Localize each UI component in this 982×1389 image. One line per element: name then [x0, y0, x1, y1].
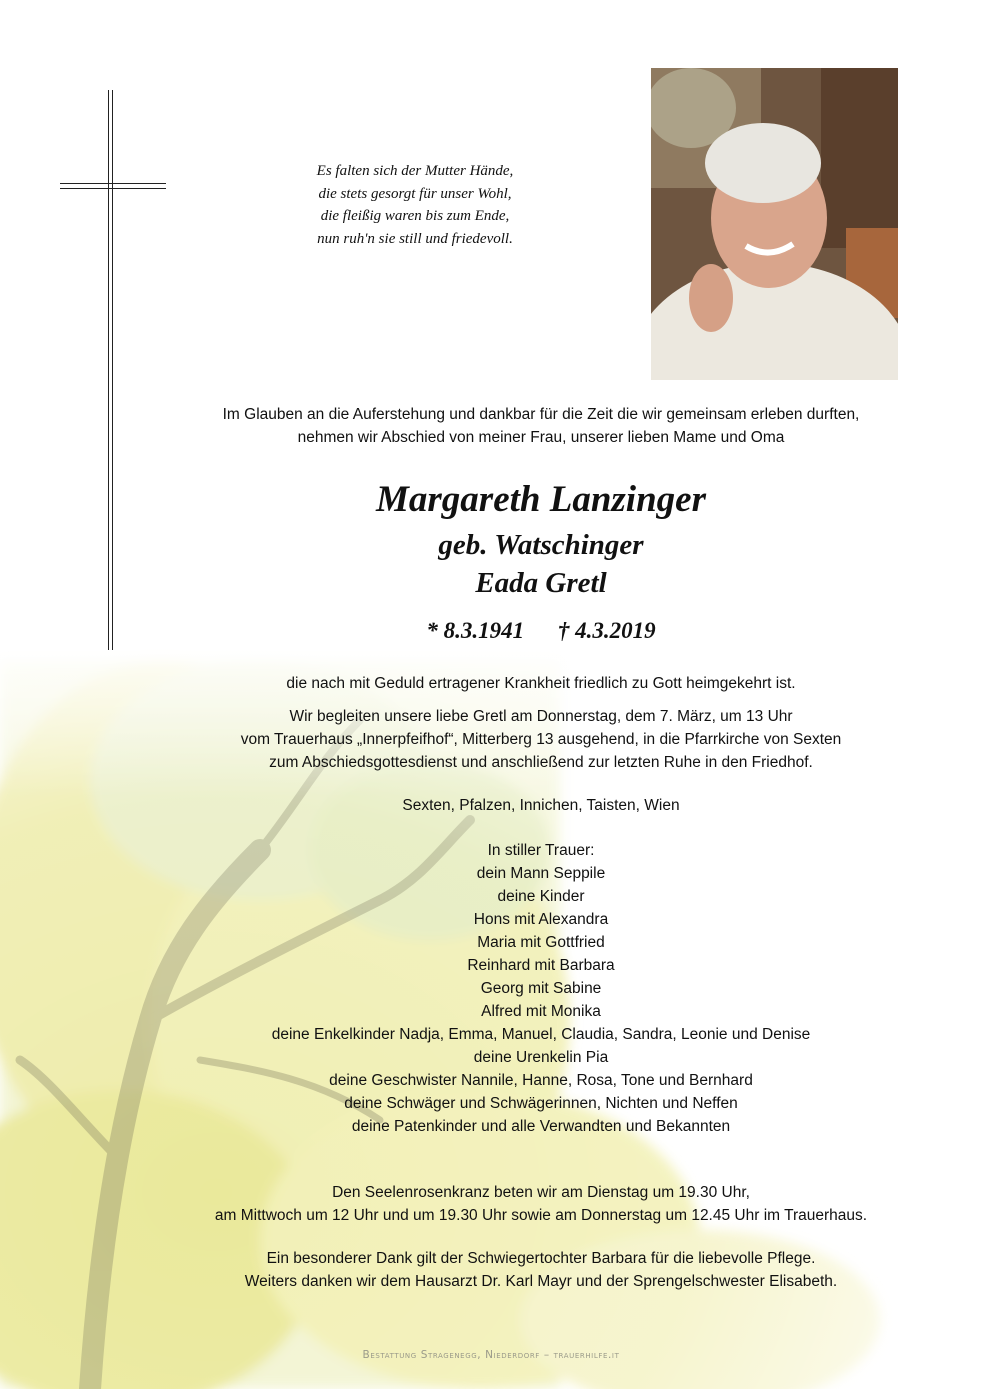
intro-line: nehmen wir Abschied von meiner Frau, unserer lieben Mame und Oma [297, 429, 785, 446]
verse-line: die fleißig waren bis zum Ende, [320, 208, 510, 224]
places-text: Sexten, Pfalzen, Innichen, Taisten, Wien [402, 797, 680, 814]
mourner-entry: Maria mit Gottfried [477, 934, 605, 951]
verse-line: die stets gesorgt für unser Wohl, [318, 185, 512, 202]
memorial-verse [250, 160, 580, 250]
mourner-entry: deine Patenkinder und alle Verwandten und Bekannten [351, 1118, 731, 1135]
passage-line: die nach mit Geduld ertragener Krankheit friedlich zu Gott heimgekehrt ist. [286, 675, 796, 692]
cross-vertical-bar [108, 90, 113, 650]
thanks-line: Ein besonderer Dank gilt der Schwiegertochter Barbara für die liebevolle Pflege. [266, 1250, 816, 1267]
death-date: † 4.3.2019 [557, 618, 656, 643]
funeral-line: zum Abschiedsgottesdienst und anschließend zur letzten Ruhe in den Friedhof. [269, 754, 813, 771]
mourner-entry: Alfred mit Monika [481, 1003, 601, 1020]
life-dates [150, 617, 932, 645]
mourner-entry: Reinhard mit Barbara [467, 957, 615, 974]
mourners-list [150, 839, 932, 1138]
funeral-line: Wir begleiten unsere liebe Gretl am Donnerstag, dem 7. März, um 13 Uhr [289, 708, 793, 725]
mourner-entry: deine Schwäger und Schwägerinnen, Nichten und Neffen [344, 1095, 738, 1112]
rosary-line: am Mittwoch um 12 Uhr und um 19.30 Uhr sowie am Donnerstag um 12.45 Uhr im Trauerhaus. [214, 1207, 868, 1224]
thanks-text [150, 1247, 932, 1293]
cross-horizontal-bar [60, 183, 166, 189]
undertaker-footer: Bestattung Stragenegg, Niederdorf – trauerhilfe.it [362, 1349, 620, 1361]
verse-line: nun ruh'n sie still und friedevoll. [317, 230, 513, 247]
deceased-name: Margareth Lanzinger [376, 479, 706, 520]
mourner-entry: Georg mit Sabine [480, 980, 602, 997]
places-line [150, 794, 932, 817]
birth-date: * 8.3.1941 [426, 618, 525, 643]
intro-text [150, 403, 932, 449]
intro-line: Im Glauben an die Auferstehung und dankbar für die Zeit die wir gemeinsam erleben durften, [222, 406, 860, 423]
mourner-entry: deine Enkelkinder Nadja, Emma, Manuel, Claudia, Sandra, Leonie und Denise [271, 1026, 811, 1043]
mourner-entry: Hons mit Alexandra [473, 911, 609, 928]
thanks-line: Weiters danken wir dem Hausarzt Dr. Karl Mayr und der Sprengelschwester Elisabeth. [244, 1273, 838, 1290]
funeral-line: vom Trauerhaus „Innerpfeifhof“, Mitterberg 13 ausgehend, in die Pfarrkirche von Sexten [240, 731, 842, 748]
rosary-line: Den Seelenrosenkranz beten wir am Dienstag um 19.30 Uhr, [332, 1184, 750, 1201]
mourners-heading: In stiller Trauer: [487, 842, 595, 859]
deceased-birth-name: geb. Watschinger [438, 529, 644, 561]
passage-text [150, 672, 932, 695]
mourner-entry: dein Mann Seppile [476, 865, 606, 882]
funeral-details [150, 705, 932, 774]
verse-line: Es falten sich der Mutter Hände, [316, 163, 514, 179]
mourner-entry: deine Urenkelin Pia [473, 1049, 609, 1066]
deceased-nickname: Eada Gretl [475, 567, 607, 599]
mourner-entry: deine Kinder [497, 888, 585, 905]
portrait-photo [651, 68, 898, 380]
rosary-info [150, 1181, 932, 1227]
mourner-entry: deine Geschwister Nannile, Hanne, Rosa, Tone und Bernhard [329, 1072, 753, 1089]
